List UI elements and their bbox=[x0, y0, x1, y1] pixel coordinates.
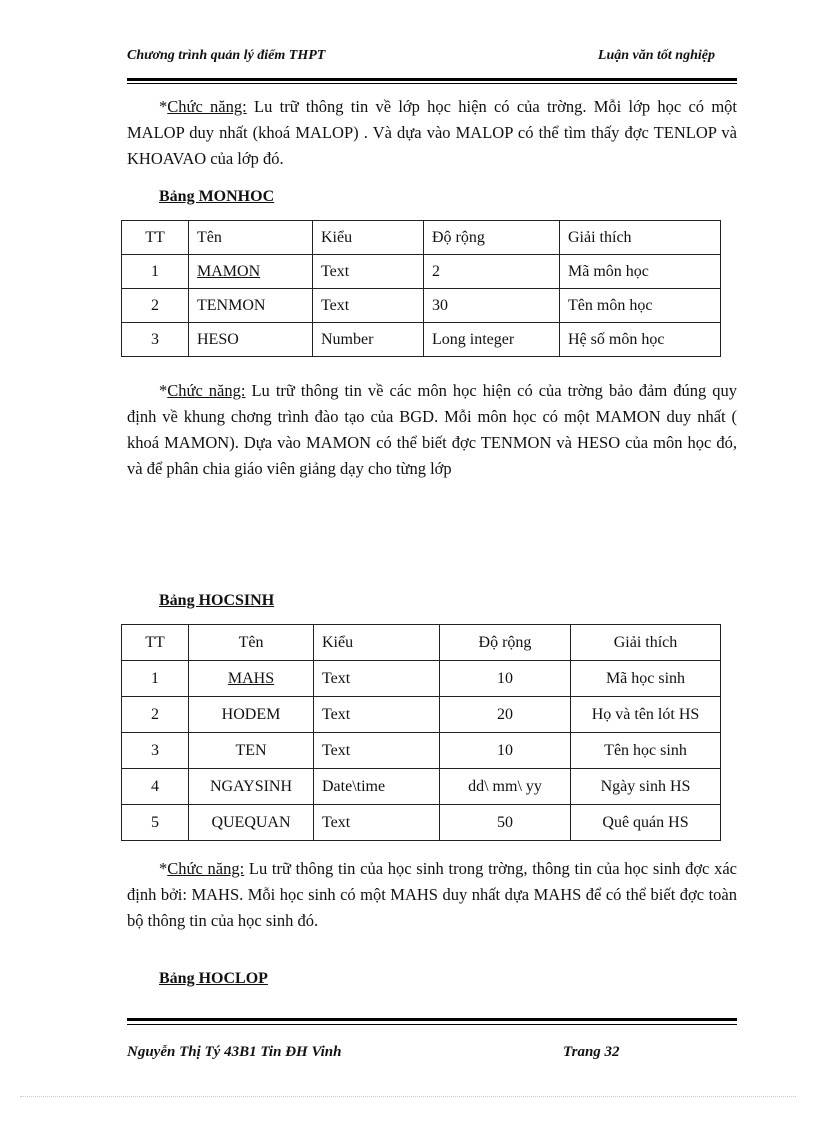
cell-tt: 2 bbox=[122, 697, 189, 733]
table-header-row bbox=[122, 221, 721, 255]
cell-ten: NGAYSINH bbox=[189, 769, 314, 805]
footer-author: Nguyễn Thị Tý 43B1 Tin ĐH Vinh bbox=[127, 1044, 342, 1060]
cell-tt: 1 bbox=[122, 661, 189, 697]
table-row bbox=[122, 697, 721, 733]
footer-rule-thin bbox=[127, 1024, 737, 1025]
cell-do-rong: dd\ mm\ yy bbox=[440, 769, 571, 805]
page-bottom-divider bbox=[20, 1096, 796, 1098]
cell-kieu: Text bbox=[314, 805, 440, 841]
cell-do-rong: 2 bbox=[424, 255, 560, 289]
page-header bbox=[127, 46, 737, 76]
paragraph-lop-function: *Chức năng: Lu trữ thông tin về lớp học hiện có của trờng. Mỗi lớp học có một MALOP duy nhất (khoá MALOP) . Và dựa vào MALOP có thể tìm thấy đợc TENLOP và KHOAVAO của lớp đó. bbox=[127, 97, 737, 168]
cell-kieu: Text bbox=[314, 661, 440, 697]
cell-ten: HODEM bbox=[189, 697, 314, 733]
function-label: Chức năng: bbox=[167, 381, 246, 400]
cell-giai-thich: Họ và tên lót HS bbox=[571, 697, 721, 733]
cell-giai-thich: Quê quán HS bbox=[571, 805, 721, 841]
table-row bbox=[122, 255, 721, 289]
header-subtitle: Luận văn tốt nghiệp bbox=[597, 48, 715, 63]
heading-hocsinh: Bảng HOCSINH bbox=[159, 592, 275, 609]
header-cell-giai-thich: Giải thích bbox=[571, 625, 721, 661]
cell-tt: 3 bbox=[122, 323, 189, 357]
paragraph-monhoc-function: *Chức năng: Lu trữ thông tin về các môn học hiện có của trờng bảo đảm đúng quy định về khung chơng trình đào tạo của BGD. Mỗi môn học có một MAMON duy nhất ( khoá MAMON). Dựa vào MAMON có thể biết đợc TENMON và HESO của môn học đó, và để phân chia giáo viên giảng dạy cho từng lớp bbox=[127, 381, 737, 478]
cell-tt: 3 bbox=[122, 733, 189, 769]
cell-ten: HESO bbox=[189, 323, 313, 357]
cell-ten: QUEQUAN bbox=[189, 805, 314, 841]
header-rule-thin bbox=[127, 83, 737, 84]
heading-monhoc: Bảng MONHOC bbox=[159, 188, 275, 205]
cell-do-rong: Long integer bbox=[424, 323, 560, 357]
cell-kieu: Date\time bbox=[314, 769, 440, 805]
cell-do-rong: 10 bbox=[440, 733, 571, 769]
cell-do-rong: 20 bbox=[440, 697, 571, 733]
paragraph-hocsinh-function: *Chức năng: Lu trữ thông tin của học sinh trong trờng, thông tin của học sinh đợc xác định bởi: MAHS. Mỗi học sinh có một MAHS duy nhất dựa MAHS để có thể biết đợc toàn bộ thông tin của học sinh đó. bbox=[127, 859, 737, 930]
header-cell-giai-thich: Giải thích bbox=[560, 221, 721, 255]
cell-ten: TENMON bbox=[189, 289, 313, 323]
cell-ten: TEN bbox=[189, 733, 314, 769]
header-cell-ten: Tên bbox=[189, 625, 314, 661]
cell-ten: MAMON bbox=[189, 255, 313, 289]
cell-giai-thich: Hệ số môn học bbox=[560, 323, 721, 357]
header-cell-ten: Tên bbox=[189, 221, 313, 255]
cell-giai-thich: Mã môn học bbox=[560, 255, 721, 289]
header-rule-thick bbox=[127, 78, 737, 81]
cell-do-rong: 30 bbox=[424, 289, 560, 323]
cell-giai-thich: Mã học sinh bbox=[571, 661, 721, 697]
table-row bbox=[122, 289, 721, 323]
cell-kieu: Text bbox=[314, 697, 440, 733]
header-cell-tt: TT bbox=[122, 221, 189, 255]
table-row bbox=[122, 661, 721, 697]
footer-page-number: Trang 32 bbox=[563, 1044, 620, 1060]
table-row bbox=[122, 733, 721, 769]
cell-tt: 5 bbox=[122, 805, 189, 841]
header-cell-do-rong: Độ rộng bbox=[424, 221, 560, 255]
header-cell-do-rong: Độ rộng bbox=[440, 625, 571, 661]
cell-giai-thich: Tên học sinh bbox=[571, 733, 721, 769]
cell-do-rong: 10 bbox=[440, 661, 571, 697]
cell-giai-thich: Tên môn học bbox=[560, 289, 721, 323]
cell-ten: MAHS bbox=[189, 661, 314, 697]
cell-tt: 1 bbox=[122, 255, 189, 289]
function-label: Chức năng: bbox=[167, 97, 247, 116]
function-text: Lu trữ thông tin của học sinh trong trờng, thông tin của học sinh đợc xác định bởi: MAHS. Mỗi học sinh có một MAHS duy nhất dựa MAHS để có thể biết đợc toàn bộ thông tin của học sinh đó. bbox=[127, 859, 737, 930]
heading-hoclop: Bảng HOCLOP bbox=[159, 970, 268, 987]
table-hocsinh bbox=[121, 624, 721, 841]
table-row bbox=[122, 805, 721, 841]
cell-kieu: Number bbox=[313, 323, 424, 357]
header-title: Chương trình quản lý điểm THPT bbox=[127, 48, 326, 63]
table-row bbox=[122, 769, 721, 805]
cell-kieu: Text bbox=[314, 733, 440, 769]
header-cell-kieu: Kiểu bbox=[314, 625, 440, 661]
cell-tt: 4 bbox=[122, 769, 189, 805]
cell-kieu: Text bbox=[313, 289, 424, 323]
function-text: Lu trữ thông tin về lớp học hiện có của trờng. Mỗi lớp học có một MALOP duy nhất (khoá MALOP) . Và dựa vào MALOP có thể tìm thấy đợc TENLOP và KHOAVAO của lớp đó. bbox=[127, 97, 737, 168]
cell-kieu: Text bbox=[313, 255, 424, 289]
header-cell-kieu: Kiểu bbox=[313, 221, 424, 255]
cell-tt: 2 bbox=[122, 289, 189, 323]
footer-rule-thick bbox=[127, 1018, 737, 1021]
table-monhoc bbox=[121, 220, 721, 357]
page-footer bbox=[127, 1044, 737, 1061]
cell-giai-thich: Ngày sinh HS bbox=[571, 769, 721, 805]
table-row bbox=[122, 323, 721, 357]
function-label: Chức năng: bbox=[167, 859, 245, 878]
cell-do-rong: 50 bbox=[440, 805, 571, 841]
table-header-row bbox=[122, 625, 721, 661]
function-text: Lu trữ thông tin về các môn học hiện có của trờng bảo đảm đúng quy định về khung chơng trình đào tạo của BGD. Mỗi môn học có một MAMON duy nhất ( khoá MAMON). Dựa vào MAMON có thể biết đợc TENMON và HESO của môn học đó, và để phân chia giáo viên giảng dạy cho từng lớp bbox=[127, 381, 737, 478]
header-cell-tt: TT bbox=[122, 625, 189, 661]
